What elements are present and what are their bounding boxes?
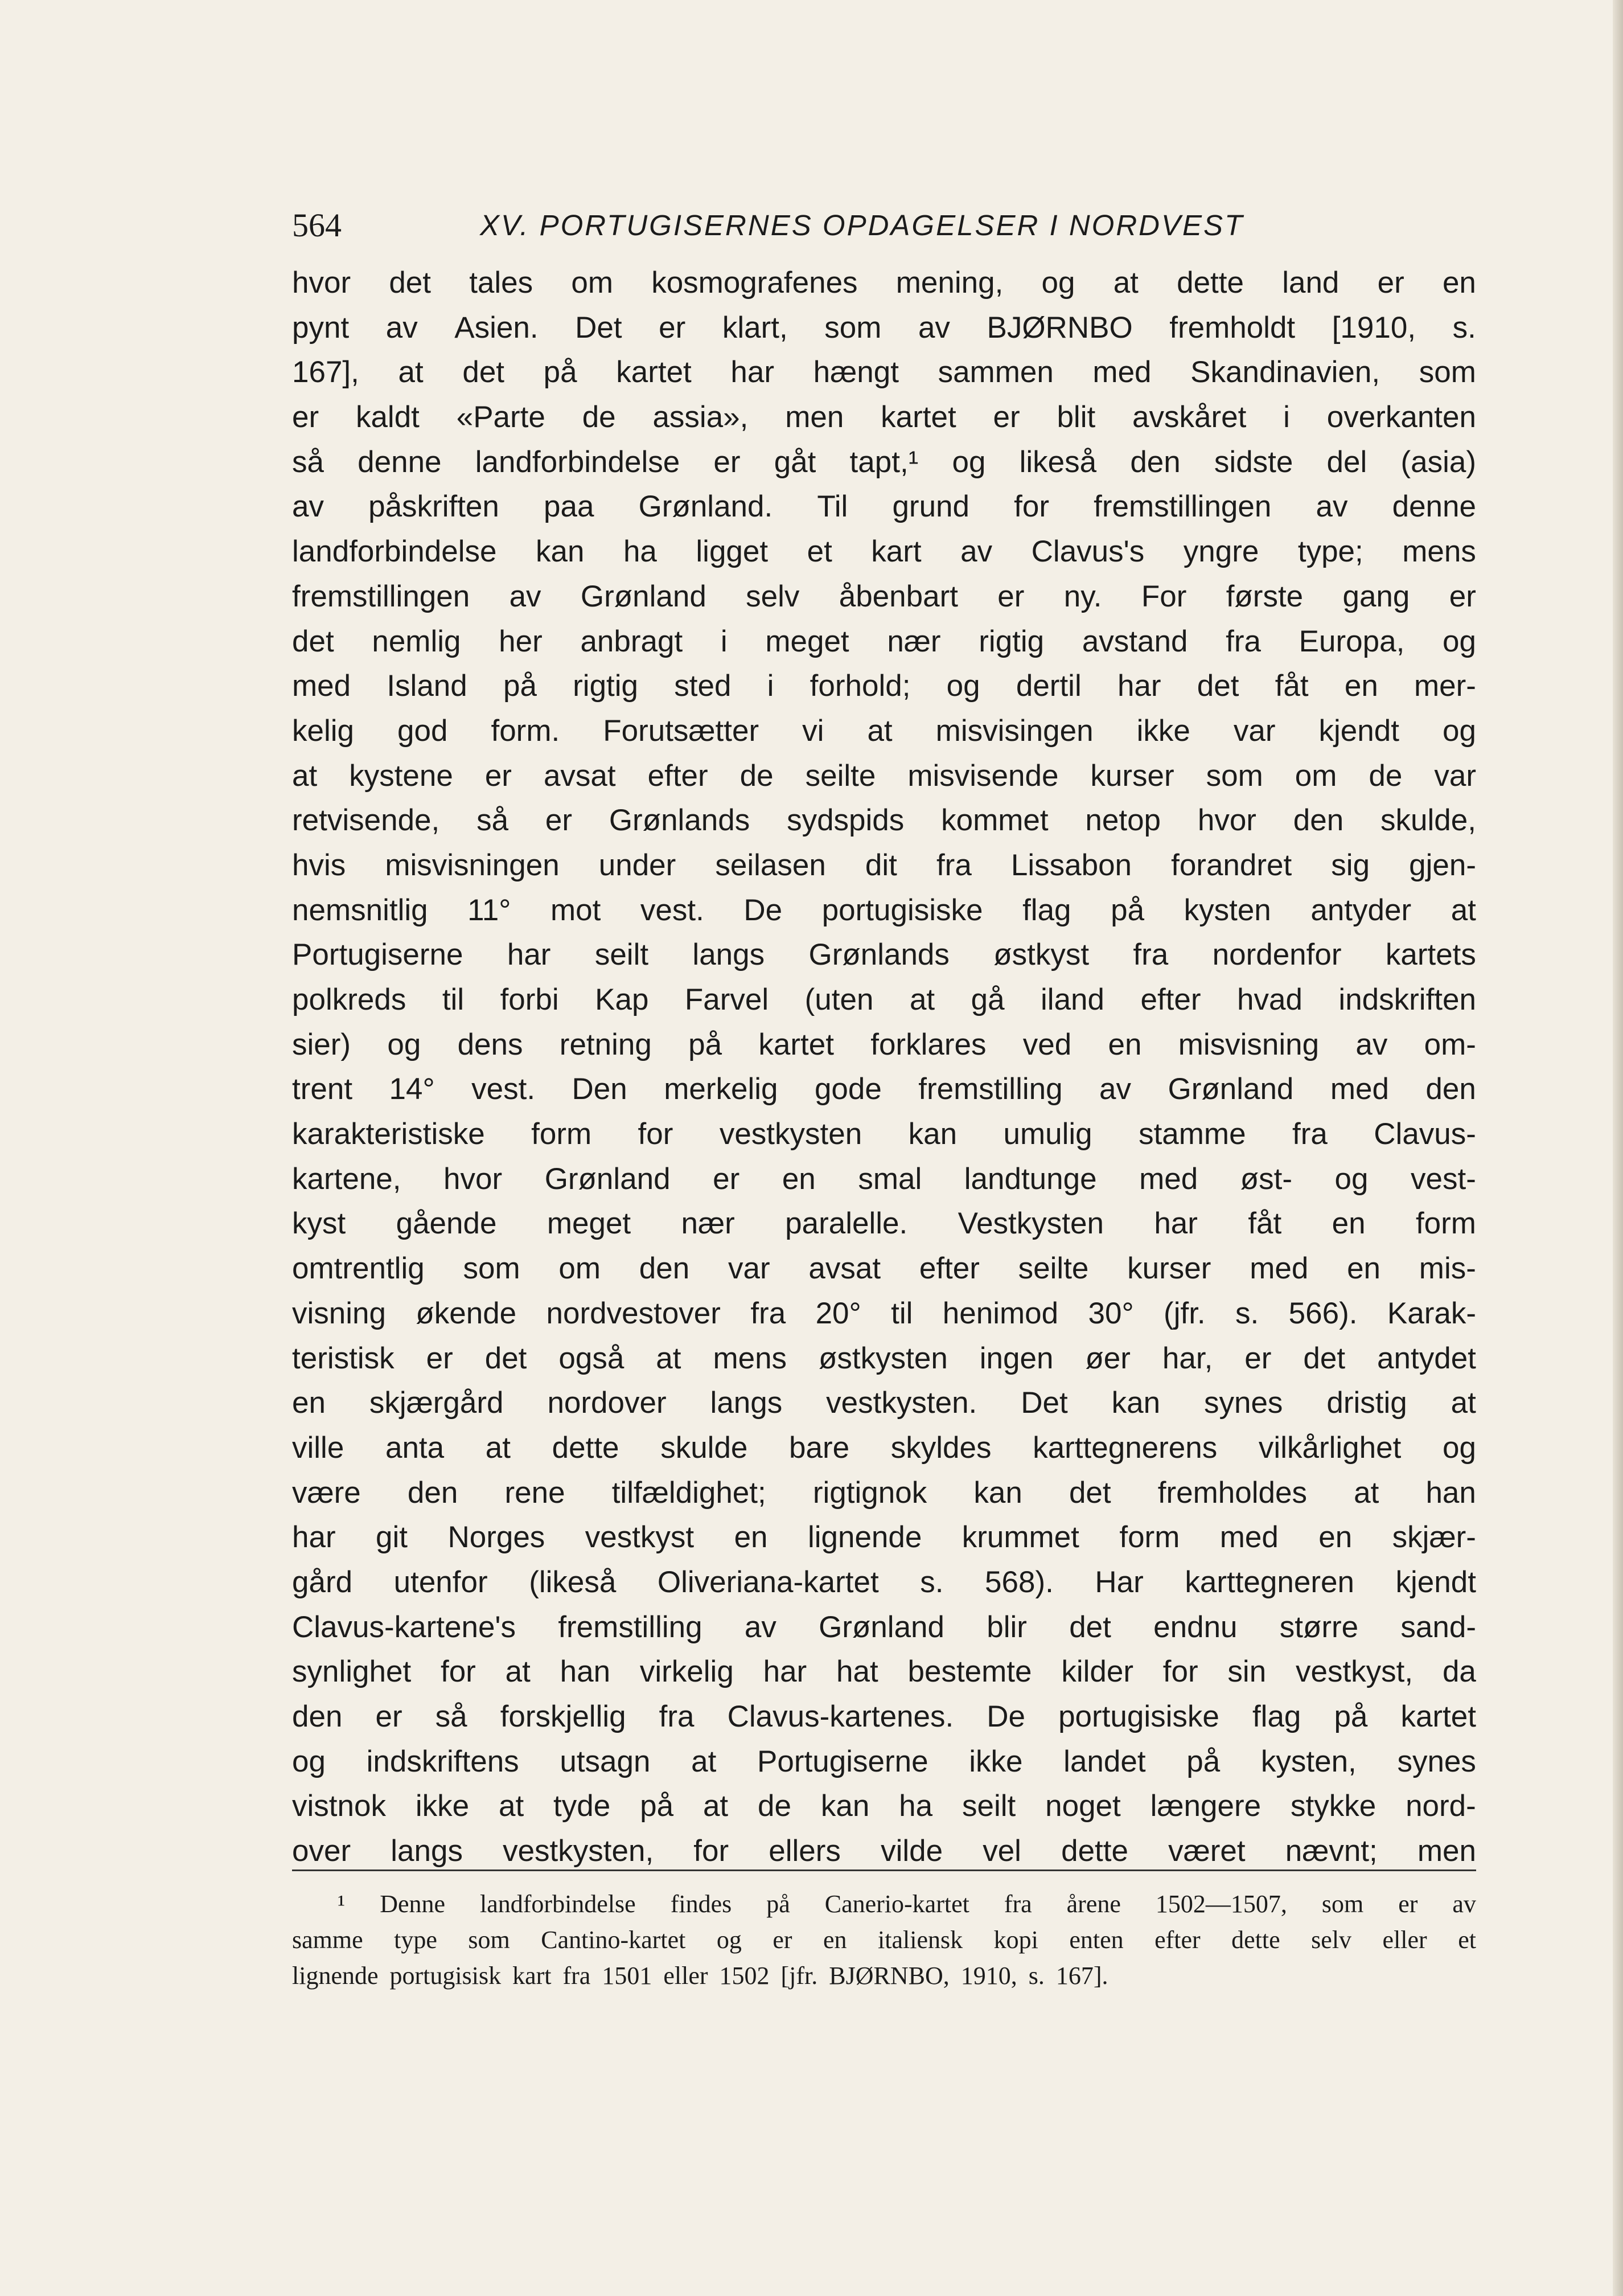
- text-line: karakteristiske form for vestkysten kan umulig stamme fra Clavus-: [292, 1117, 1476, 1151]
- text-line: en skjærgård nordover langs vestkysten. Det kan synes dristig at: [292, 1386, 1476, 1420]
- text-line: trent 14° vest. Den merkelig gode fremstilling av Grønland med den: [292, 1072, 1476, 1106]
- text-line: kartene, hvor Grønland er en smal landtunge med øst- og vest-: [292, 1162, 1476, 1196]
- text-line: av påskriften paa Grønland. Til grund for fremstillingen av denne: [292, 490, 1476, 524]
- text-line: med Island på rigtig sted i forhold; og dertil har det fåt en mer-: [292, 669, 1476, 703]
- footnote: [292, 1886, 1476, 1994]
- page-number: 564: [292, 207, 342, 244]
- page-edge: [1613, 0, 1623, 2296]
- footnote-line: ¹ Denne landforbindelse findes på Canerio-kartet fra årene 1502—1507, som er av: [338, 1890, 1476, 1918]
- text-line: det nemlig her anbragt i meget nær rigtig avstand fra Europa, og: [292, 624, 1476, 658]
- text-line: og indskriftens utsagn at Portugiserne ikke landet på kysten, synes: [292, 1744, 1476, 1778]
- text-line: over langs vestkysten, for ellers vilde vel dette været nævnt; men: [292, 1834, 1476, 1868]
- text-line: visning økende nordvestover fra 20° til henimod 30° (jfr. s. 566). Karak-: [292, 1296, 1476, 1330]
- text-line: landforbindelse kan ha ligget et kart av Clavus's yngre type; mens: [292, 535, 1476, 569]
- footnote-rule: [292, 1869, 1476, 1871]
- text-line: være den rene tilfældighet; rigtignok kan det fremholdes at han: [292, 1475, 1476, 1510]
- text-line: 167], at det på kartet har hængt sammen med Skandinavien, som: [292, 355, 1476, 390]
- text-line: hvor det tales om kosmografenes mening, og at dette land er en: [292, 266, 1476, 300]
- text-line: ville anta at dette skulde bare skyldes karttegnerens vilkårlighet og: [292, 1430, 1476, 1465]
- text-line: gård utenfor (likeså Oliveriana-kartet s. 568). Har karttegneren kjendt: [292, 1565, 1476, 1599]
- text-line: pynt av Asien. Det er klart, som av BJØRNBO fremholdt [1910, s.: [292, 310, 1476, 345]
- text-line: Portugiserne har seilt langs Grønlands østkyst fra nordenfor kartets: [292, 938, 1476, 972]
- text-line: nemsnitlig 11° mot vest. De portugisiske flag på kysten antyder at: [292, 893, 1476, 927]
- text-line: omtrentlig som om den var avsat efter seilte kurser med en mis-: [292, 1252, 1476, 1286]
- text-line: er kaldt «Parte de assia», men kartet er blit avskåret i overkanten: [292, 400, 1476, 434]
- running-head: [292, 203, 1294, 248]
- text-line: polkreds til forbi Kap Farvel (uten at gå iland efter hvad indskriften: [292, 983, 1476, 1016]
- footnote-line: samme type som Cantino-kartet og er en italiensk kopi enten efter dette selv eller et: [292, 1926, 1476, 1954]
- text-line: kyst gående meget nær paralelle. Vestkysten har fåt en form: [292, 1207, 1476, 1241]
- text-line: synlighet for at han virkelig har hat bestemte kilder for sin vestkyst, da: [292, 1655, 1476, 1689]
- text-line: Clavus-kartene's fremstilling av Grønland blir det endnu større sand-: [292, 1610, 1476, 1644]
- text-line: retvisende, så er Grønlands sydspids kommet netop hvor den skulde,: [292, 803, 1476, 838]
- text-line: hvis misvisningen under seilasen dit fra Lissabon forandret sig gjen-: [292, 848, 1476, 882]
- body-text: [292, 261, 1476, 1874]
- running-title: XV. PORTUGISERNES OPDAGELSER I NORDVEST: [480, 209, 1244, 241]
- text-line: fremstillingen av Grønland selv åbenbart er ny. For første gang er: [292, 579, 1476, 613]
- text-line: teristisk er det også at mens østkysten ingen øer har, er det antydet: [292, 1341, 1476, 1375]
- footnote-line: lignende portugisisk kart fra 1501 eller 1502 [jfr. BJØRNBO, 1910, s. 167].: [292, 1962, 1108, 1990]
- text-line: har git Norges vestkyst en lignende krummet form med en skjær-: [292, 1520, 1476, 1555]
- text-line: så denne landforbindelse er gåt tapt,¹ og likeså den sidste del (asia): [292, 445, 1476, 479]
- text-line: sier) og dens retning på kartet forklares ved en misvisning av om-: [292, 1027, 1476, 1061]
- text-line: kelig god form. Forutsætter vi at misvisingen ikke var kjendt og: [292, 714, 1476, 748]
- text-line: vistnok ikke at tyde på at de kan ha seilt noget længere stykke nord-: [292, 1789, 1476, 1823]
- text-line: at kystene er avsat efter de seilte misvisende kurser som om de var: [292, 758, 1476, 793]
- text-line: den er så forskjellig fra Clavus-kartenes. De portugisiske flag på kartet: [292, 1700, 1476, 1733]
